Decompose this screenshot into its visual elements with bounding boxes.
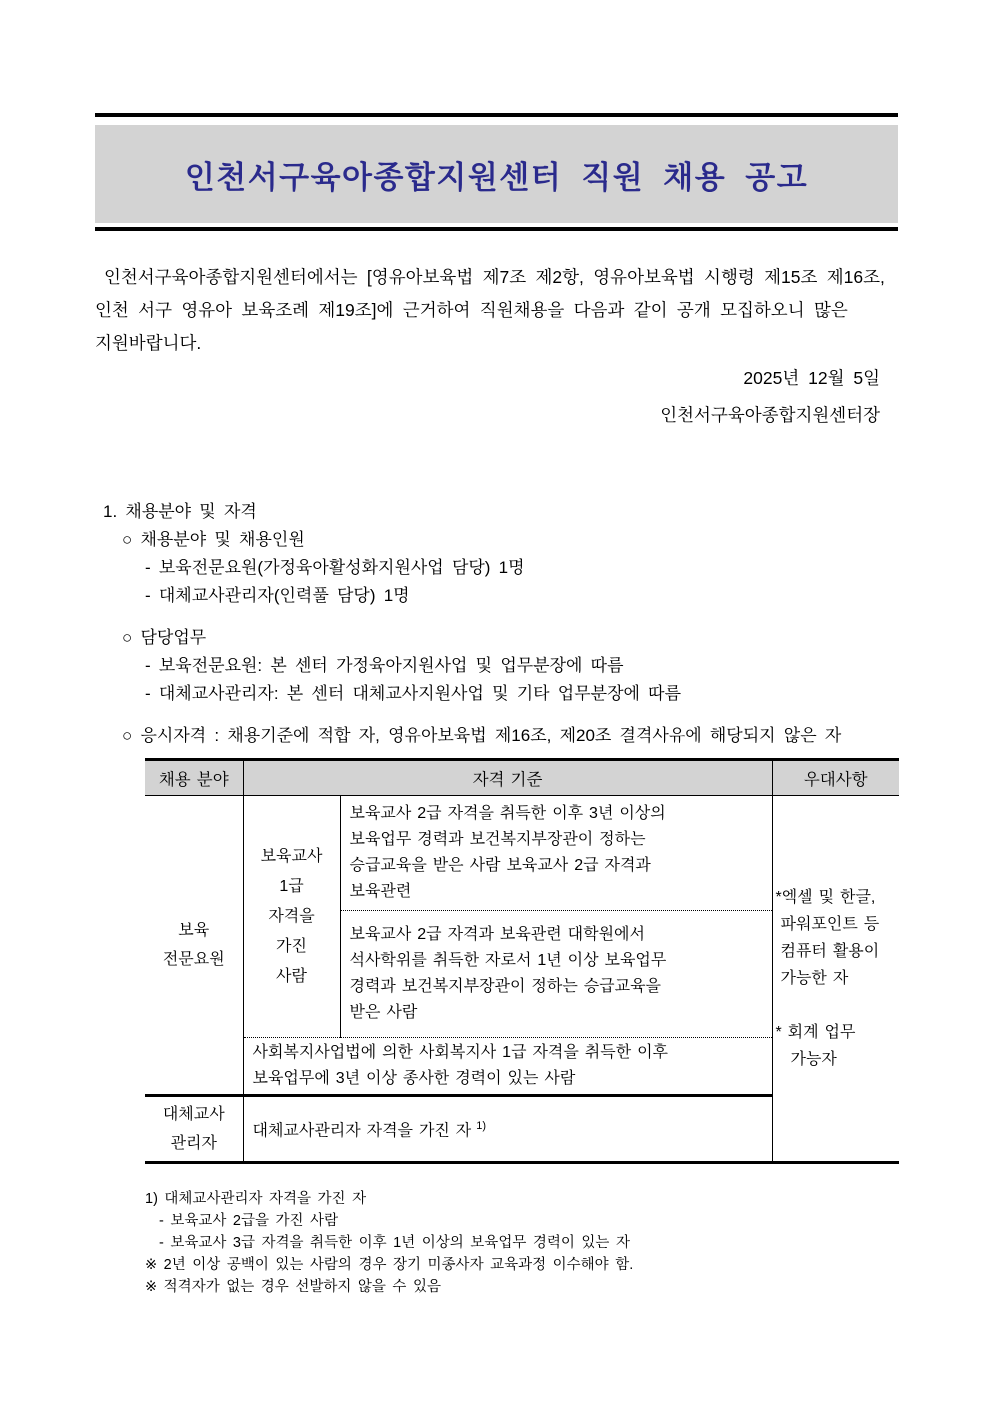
text-line: 보육업무에 3년 이상 종사한 경력이 있는 사람 — [252, 1070, 576, 1087]
table-row — [145, 796, 899, 911]
title-banner — [95, 125, 898, 223]
text-line: 보육관련 — [349, 883, 412, 900]
list-item-duty-2: - 대체교사관리자: 본 센터 대체교사지원사업 및 기타 업무분장에 따름 — [145, 684, 681, 703]
cell-qualification-2 — [340, 911, 772, 1038]
cell-field-substitute-manager — [145, 1096, 243, 1163]
header-cell-field: 채용 분야 — [145, 760, 243, 796]
list-item-field-1: - 보육전문요원(가정육아활성화지원사업 담당) 1명 — [145, 558, 525, 577]
text-line: 대체교사관리자 자격을 가진 자 — [252, 1122, 472, 1140]
text-line: 사람 — [276, 967, 307, 985]
intro-line: 인천 서구 영유아 보육조례 제19조]에 근거하여 직원채용을 다음과 같이 공개 모집하오니 많은 — [95, 300, 848, 320]
issuance-block — [95, 360, 898, 434]
text-line — [774, 992, 898, 1019]
issue-date: 2025년 12월 5일 — [743, 368, 880, 388]
title-bottom-divider — [95, 227, 898, 231]
subsection-duties-title: ○ 담당업무 — [122, 628, 207, 647]
list-item-field-2: - 대체교사관리자(인력풀 담당) 1명 — [145, 586, 410, 605]
text-line: 관리자 — [170, 1135, 217, 1152]
subsection-fields-title: ○ 채용분야 및 채용인원 — [122, 530, 305, 549]
intro-line: 지원바랍니다. — [95, 333, 202, 353]
text-line: 컴퓨터 활용이 — [780, 943, 880, 960]
spacer — [95, 610, 898, 624]
footnotes-block — [145, 1188, 898, 1298]
text-line: 사회복지사업법에 의한 사회복지사 1급 자격을 취득한 이후 — [252, 1044, 669, 1061]
table-header-row — [145, 760, 899, 796]
footnote-line: - 보육교사 2급을 가진 사람 — [159, 1213, 339, 1229]
document-content — [95, 0, 898, 1298]
page-title: 인천서구육아종합지원센터 직원 채용 공고 — [184, 159, 809, 195]
spacer — [95, 708, 898, 722]
intro-paragraph — [95, 261, 898, 360]
text-line: 승급교육을 받은 사람 보육교사 2급 자격과 — [349, 857, 651, 874]
text-line: 파워포인트 등 — [780, 916, 880, 933]
text-line: 석사학위를 취득한 자로서 1년 이상 보육업무 — [349, 952, 667, 969]
text-line: 자격을 — [268, 907, 315, 925]
text-line: 전문요원 — [162, 951, 225, 968]
cell-license-grade1-holder — [243, 796, 340, 1038]
text-line: 보육업무 경력과 보건복지부장관이 정하는 — [349, 831, 646, 848]
text-line: 가능한 자 — [780, 970, 849, 987]
footnote-ref: 1) — [476, 1120, 487, 1133]
footnote-line: ※ 2년 이상 공백이 있는 사람의 경우 장기 미종사자 교육과정 이수해야 함. — [145, 1257, 634, 1273]
cell-preference — [772, 796, 899, 1163]
title-top-divider — [95, 113, 898, 117]
cell-qualification-substitute — [243, 1096, 772, 1163]
cell-qualification-3 — [243, 1038, 772, 1096]
text-line: 경력과 보건복지부장관이 정하는 승급교육을 — [349, 978, 662, 995]
text-line: 보육교사 — [260, 847, 323, 865]
text-line: 가능자 — [790, 1051, 837, 1068]
list-item-duty-1: - 보육전문요원: 본 센터 가정육아지원사업 및 업무분장에 따름 — [145, 656, 624, 675]
text-line: 1급 — [279, 877, 304, 895]
cell-field-childcare-specialist — [145, 796, 243, 1096]
text-line: 가진 — [276, 937, 307, 955]
text-line: 보육 — [178, 922, 210, 939]
text-line: 보육교사 2급 자격과 보육관련 대학원에서 — [349, 926, 645, 943]
text-line: 보육교사 2급 자격을 취득한 이후 3년 이상의 — [349, 805, 666, 822]
qualification-table — [145, 758, 899, 1164]
text-line: *엑셀 및 한글, — [775, 889, 876, 906]
subsection-eligibility-title: ○ 응시자격 : 채용기준에 적합 자, 영유아보육법 제16조, 제20조 결격사유에 해당되지 않은 자 — [122, 726, 842, 745]
text-line: 받은 사람 — [349, 1004, 418, 1021]
header-cell-criteria: 자격 기준 — [243, 760, 772, 796]
cell-qualification-1 — [340, 796, 772, 911]
footnote-line: 1) 대체교사관리자 자격을 가진 자 — [145, 1191, 367, 1207]
header-cell-preference: 우대사항 — [772, 760, 899, 796]
issuer-name: 인천서구육아종합지원센터장 — [660, 405, 880, 425]
footnote-line: - 보육교사 3급 자격을 취득한 이후 1년 이상의 보육업무 경력이 있는 자 — [159, 1235, 630, 1251]
intro-line: 인천서구육아종합지원센터에서는 [영유아보육법 제7조 제2항, 영유아보육법 시행령 제15조 제16조, — [104, 267, 885, 287]
section-recruitment — [95, 498, 898, 750]
footnote-line: ※ 적격자가 없는 경우 선발하지 않을 수 있음 — [145, 1279, 441, 1295]
text-line: * 회계 업무 — [775, 1024, 856, 1041]
text-line: 대체교사 — [162, 1106, 225, 1123]
section-heading: 1. 채용분야 및 자격 — [103, 502, 257, 521]
